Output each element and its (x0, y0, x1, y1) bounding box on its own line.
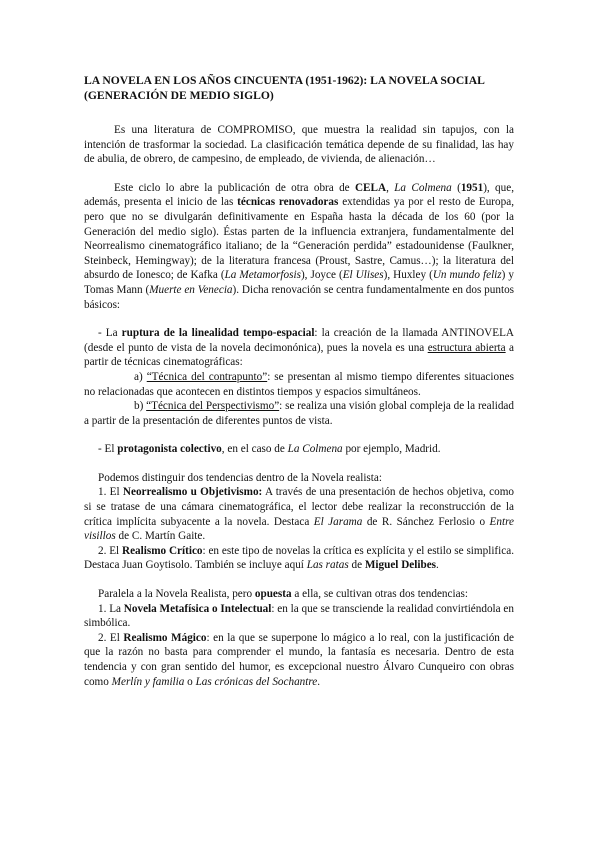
work-title: Las crónicas del Sochantre (195, 675, 318, 688)
keyword: técnicas renovadoras (237, 196, 339, 209)
paragraph-realismo-critico: 2. El Realismo Crítico: en este tipo de novelas la crítica es explícita y el estilo se simplifica. Destaca Juan Goytisolo. También se incluye aquí Las ratas de Miguel Delibes. (84, 544, 514, 572)
keyword: ruptura de la linealidad tempo-espacial (121, 327, 315, 340)
document-title: LA NOVELA EN LOS AÑOS CINCUENTA (1951-1962): LA NOVELA SOCIAL (GENERACIÓN DE MEDIO SIGLO) (84, 74, 485, 102)
keyword-underlined: “Técnica del contrapunto” (146, 370, 268, 383)
keyword: Realismo Crítico (122, 544, 203, 557)
paragraph-perspectivismo: b) “Técnica del Perspectivismo”: se realiza una visión global compleja de la realidad a partir de la presentación de diferentes puntos de vista. (84, 400, 514, 427)
paragraph-metafisica: 1. La Novela Metafísica o Intelectual: en la que se transciende la realidad convirtiéndola en simbólica. (84, 602, 514, 630)
paragraph-cela: Este ciclo lo abre la publicación de otra obra de CELA, La Colmena (1951), que, además, presenta el inicio de las técnicas renovadoras extendidas ya por el resto de Europa, pero que no se divulgarán definitivamente en España hasta la década de los 60 (por la Generación del medio siglo). Éstas parten de la influencia extranjera, fundamentalmente del Neorrealismo cinematográfico italiano; de la “Generación perdida” estadounidense (Faulkner, Steinbeck, Hemingway); de la literatura francesa (Proust, Sastre, Camus…); la literatura del absurdo de Ionesco; de Kafka (La Metamorfosis), Joyce (El Ulises), Huxley (Un mundo feliz) y Tomas Mann (Muerte en Venecia). Dicha renovación se centra fundamentalmente en dos puntos básicos: (84, 181, 515, 311)
paragraph-protagonista: - El protagonista colectivo, en el caso de La Colmena por ejemplo, Madrid. (98, 443, 441, 456)
work-title: Las ratas (306, 559, 349, 572)
paragraph-realismo-magico: 2. El Realismo Mágico: en la que se superpone lo mágico a lo real, con la justificación de que la razón no basta para comprender el mundo, la fantasía es necesaria. Dentro de esta tendencia y con gran sentido del humor, es excepcional nuestro Álvaro Cunqueiro con obras como Merlín y familia o Las crónicas del Sochantre. (84, 631, 514, 688)
keyword: Novela Metafísica o Intelectual (123, 602, 272, 615)
keyword: protagonista colectivo (117, 443, 222, 456)
keyword: Neorrealismo u Objetivismo: (122, 486, 263, 499)
paragraph-tendencias: Podemos distinguir dos tendencias dentro de la Novela realista: (98, 471, 382, 484)
year: 1951 (460, 181, 484, 194)
keyword: opuesta (254, 588, 292, 601)
work-title: La Colmena (394, 181, 452, 194)
work-title: Entre visillos (84, 515, 514, 543)
keyword-underlined: estructura abierta (427, 341, 506, 354)
work-title: El Jarama (313, 515, 363, 528)
work-title: Un mundo feliz (432, 269, 502, 282)
keyword-underlined: “Técnica del Perspectivismo” (146, 400, 280, 413)
document-page (84, 74, 514, 689)
paragraph-intro: Es una literatura de COMPROMISO, que muestra la realidad sin tapujos, con la intención de trasformar la sociedad. La clasificación temática depende de su finalidad, las hay de abulia, de obrero, de campesino, de empleado, de vivienda, de alienación… (84, 124, 514, 166)
work-title: Merlín y familia (111, 675, 185, 688)
paragraph-paralela: Paralela a la Novela Realista, pero opuesta a ella, se cultivan otras dos tendencias: (98, 588, 469, 601)
work-title: Muerte en Venecia (149, 283, 233, 296)
author-delibes: Miguel Delibes (364, 559, 437, 572)
work-title: La Colmena (287, 443, 343, 456)
work-title: La Metamorfosis (224, 269, 301, 282)
paragraph-ruptura: - La ruptura de la linealidad tempo-espacial: la creación de la llamada ANTINOVELA (desde el punto de vista de la novela decimonónica), pues la novela es una estructura abierta a partir de técnicas cinematográficas: (84, 327, 515, 369)
keyword: Realismo Mágico (123, 631, 207, 644)
author-cela: CELA (354, 181, 387, 194)
paragraph-neorrealismo: 1. El Neorrealismo u Objetivismo: A través de una presentación de hechos objetiva, como si se tratase de una cámara cinematográfica, el lector debe realizar la reconstrucción de la crítica implícita subyacente a la novela. Destaca El Jarama de R. Sánchez Ferlosio o Entre visillos de C. Martín Gaite. (84, 486, 514, 543)
work-title: El Ulises (342, 269, 384, 282)
paragraph-contrapunto: a) “Técnica del contrapunto”: se presentan al mismo tiempo diferentes situaciones no relacionadas que acontecen en distintos tiempos y espacios simultáneos. (84, 370, 514, 398)
